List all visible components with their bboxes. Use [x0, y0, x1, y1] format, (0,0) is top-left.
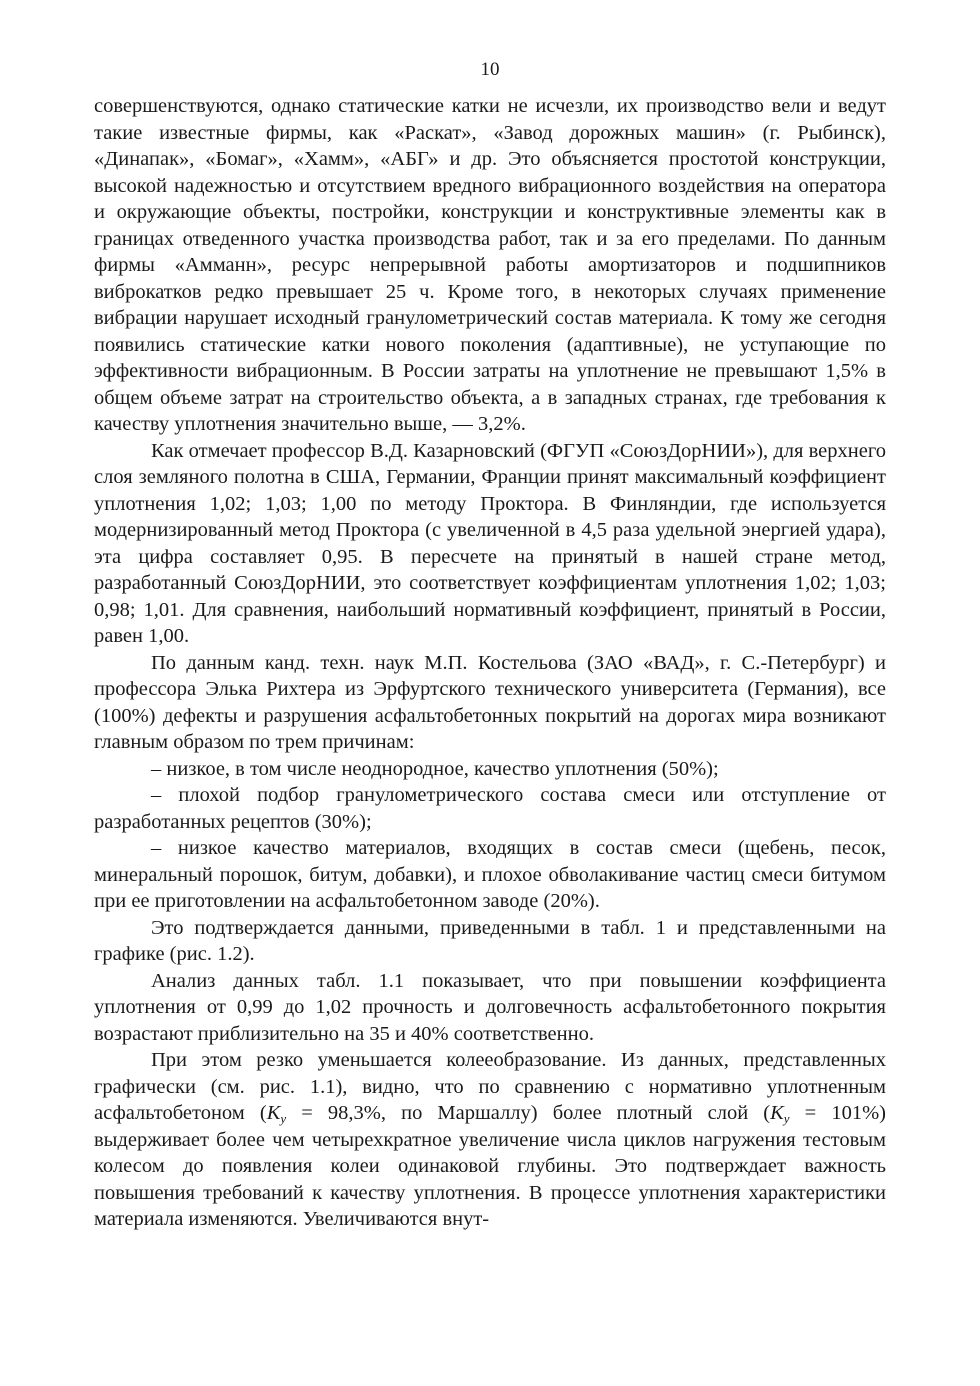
list-item-compaction-quality: – низкое, в том числе неоднородное, качество уплотнения (50%);: [151, 757, 719, 780]
compaction-coefficient-symbol: K: [266, 1102, 281, 1124]
rutting-text-part3: = 101%) выдерживает более чем четырехкратное увеличение числа циклов нагружения тестовым колесом до появления колеи одинаковой глубины. Это подтверждает важность повышения требований к качеству уплотнения. В процессе уплотнения характеристики материала изменяются. Увеличиваются внут-: [94, 1102, 887, 1230]
list-item-material-quality: – низкое качество материалов, входящих в состав смеси (щебень, песок, минеральный порошок, битум, добавки), и плохое обволакивание частиц смеси битумом при ее приготовлении на асфальтобетонном заводе (20%).: [94, 837, 886, 912]
compaction-coefficient-symbol: K: [770, 1102, 784, 1124]
list-item-granulometric-selection: – плохой подбор гранулометрического состава смеси или отступление от разработанных рецептов (30%);: [94, 784, 886, 833]
paragraph-rutting: [94, 1047, 886, 1233]
compaction-coefficient-subscript: y: [783, 1111, 790, 1126]
document-body: [94, 93, 886, 1233]
rutting-text-part1: При этом резко уменьшается колееобразование. Из данных, представленных графически (см. рис. 1.1), видно, что по сравнению с нормативно уплотненным асфальтобетоном (: [94, 1049, 886, 1124]
compaction-coefficient-subscript: y: [280, 1111, 287, 1126]
paragraph-table-analysis: Анализ данных табл. 1.1 показывает, что при повышении коэффициента уплотнения от 0,99 до 1,02 прочность и долговечность асфальтобетонного покрытия возрастают приблизительно на 35 и 40% соответственно.: [94, 969, 886, 1045]
paragraph-kazarnovsky: Как отмечает профессор В.Д. Казарновский (ФГУП «СоюзДорНИИ»), для верхнего слоя земляного полотна в США, Германии, Франции принят максимальный коэффициент уплотнения 1,02; 1,03; 1,00 по методу Проктора. В Финляндии, где используется модернизированный метод Проктора (с увеличенной в 4,5 раза удельной энергией удара), эта цифра составляет 0,95. В пересчете на принятый в нашей стране метод, разработанный СоюзДорНИИ, это соответствует коэффициентам уплотнения 1,02; 1,03; 0,98; 1,01. Для сравнения, наибольший нормативный коэффициент, принятый в России, равен 1,00.: [94, 439, 886, 647]
page-number: 10: [480, 59, 500, 80]
paragraph-kostelov-richter: По данным канд. техн. наук М.П. Костельова (ЗАО «ВАД», г. С.-Петербург) и профессора Элька Рихтера из Эрфуртского технического университета (Германия), все (100%) дефекты и разрушения асфальтобетонных покрытий на дорогах мира возникают главным образом по трем причинам:: [94, 651, 886, 753]
paragraph-table-reference: Это подтверждается данными, приведенными в табл. 1 и представленными на графике (рис. 1.2).: [94, 916, 886, 965]
paragraph-continuation: совершенствуются, однако статические катки не исчезли, их производство вели и ведут такие известные фирмы, как «Раскат», «Завод дорожных машин» (г. Рыбинск), «Динапак», «Бомаг», «Хамм», «АБГ» и др. Это объясняется простотой конструкции, высокой надежностью и отсутствием вредного вибрационного воздействия на оператора и окружающие объекты, постройки, конструкции и конструктивные элементы как в границах отведенного участка производства работ, так и за его пределами. По данным фирмы «Амманн», ресурс непрерывной работы амортизаторов и подшипников виброкатков редко превышает 25 ч. Кроме того, в некоторых случаях применение вибрации нарушает исходный гранулометрический состав материала. К тому же сегодня появились статические катки нового поколения (адаптивные), не уступающие по эффективности вибрационным. В России затраты на уплотнение не превышают 1,5% в общем объеме затрат на строительство объекта, а в западных странах, где требования к качеству уплотнения значительно выше, — 3,2%.: [94, 95, 886, 435]
rutting-text-part2: = 98,3%, по Маршаллу) более плотный слой (: [286, 1102, 771, 1124]
